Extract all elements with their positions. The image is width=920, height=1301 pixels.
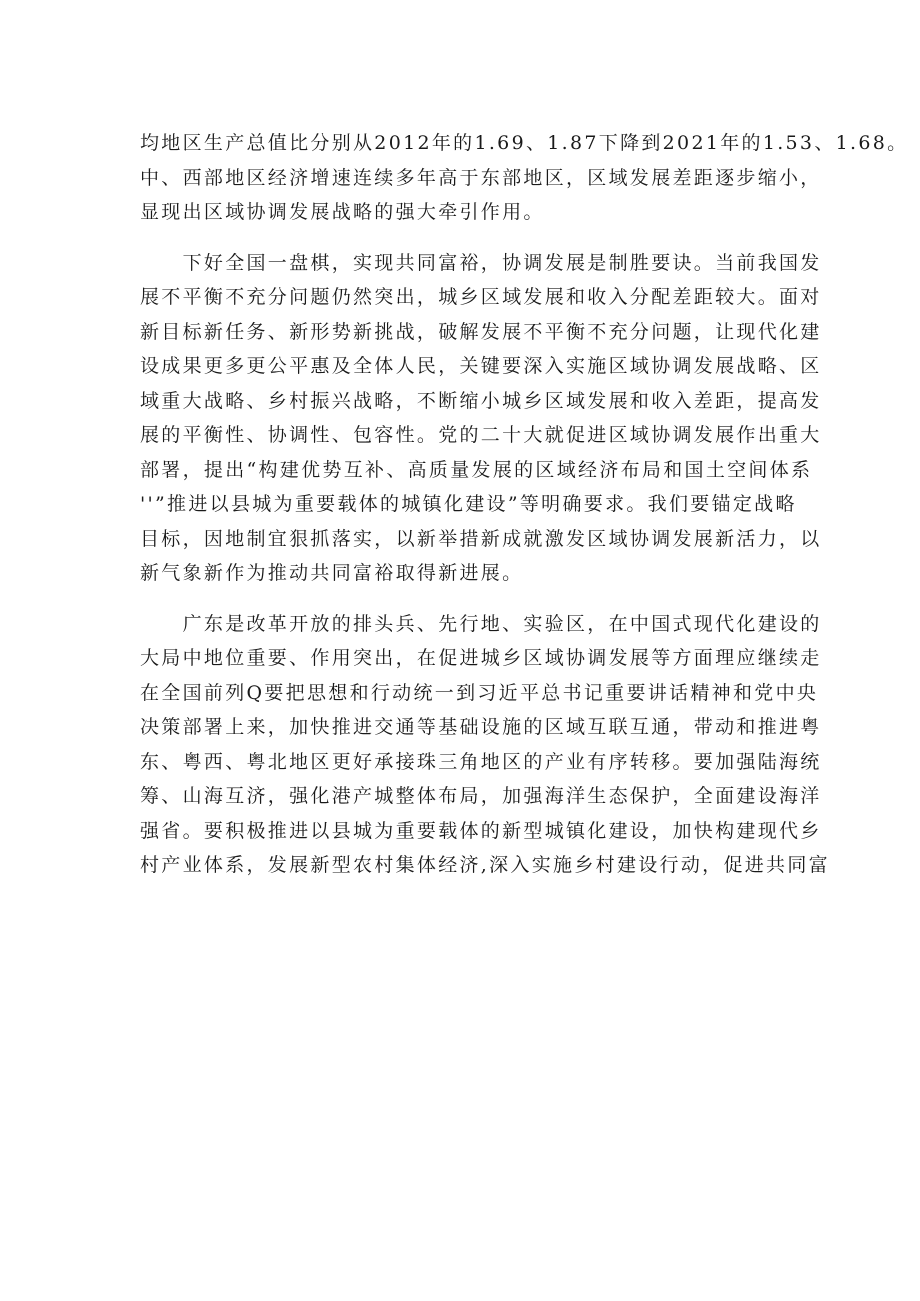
paragraph-3 [140, 607, 830, 883]
text-line: 展的平衡性、协调性、包容性。党的二十大就促进区域协调发展作出重大 [140, 424, 822, 446]
text-line: 目标，因地制宜狠抓落实，以新举措新成就激发区域协调发展新活力，以 [140, 527, 822, 550]
text-line: 域重大战略、乡村振兴战略，不断缩小城乡区域发展和收入差距，提高发 [140, 389, 822, 412]
text-line: 东、粤西、粤北地区更好承接珠三角地区的产业有序转移。要加强陆海统 [140, 750, 822, 773]
text-line: 在全国前列Q要把思想和行动统一到习近平总书记重要讲话精神和党中央 [140, 681, 819, 704]
article-body [140, 126, 909, 883]
paragraph-1 [140, 126, 909, 230]
text-line: 新气象新作为推动共同富裕取得新进展。 [140, 562, 524, 584]
text-line: 新目标新任务、新形势新挑战，破解发展不平衡不充分问题，让现代化建 [140, 320, 822, 343]
text-line: 下好全国一盘棋，实现共同富裕，协调发展是制胜要诀。当前我国发 [140, 251, 822, 274]
text-line: 均地区生产总值比分别从2012年的1.69、1.87下降到2021年的1.53、1.68。 [140, 132, 909, 154]
text-line: 显现出区域协调发展战略的强大牵引作用。 [140, 201, 545, 223]
text-line: 强省。要积极推进以县城为重要载体的新型城镇化建设，加快构建现代乡 [140, 819, 822, 842]
text-line: 中、西部地区经济增速连续多年高于东部地区，区域发展差距逐步缩小， [140, 166, 822, 189]
text-line: 展不平衡不充分问题仍然突出，城乡区域发展和收入分配差距较大。面对 [140, 286, 822, 308]
text-line: 大局中地位重要、作用突出，在促进城乡区域协调发展等方面理应继续走 [140, 647, 822, 669]
text-line: 村产业体系，发展新型农村集体经济,深入实施乡村建设行动，促进共同富 [140, 854, 830, 876]
text-line: 决策部署上来，加快推进交通等基础设施的区域互联互通，带动和推进粤 [140, 716, 822, 738]
text-line: ''”推进以县城为重要载体的城镇化建设”等明确要求。我们要锚定战略 [140, 493, 797, 515]
text-line: 部署，提出“构建优势互补、高质量发展的区域经济布局和国土空间体系 [140, 458, 813, 481]
text-line: 广东是改革开放的排头兵、先行地、实验区，在中国式现代化建设的 [140, 612, 822, 635]
text-line: 筹、山海互济，强化港产城整体布局，加强海洋生态保护，全面建设海洋 [140, 785, 822, 807]
paragraph-2 [140, 246, 822, 591]
text-line: 设成果更多更公平惠及全体人民，关键要深入实施区域协调发展战略、区 [140, 355, 822, 377]
